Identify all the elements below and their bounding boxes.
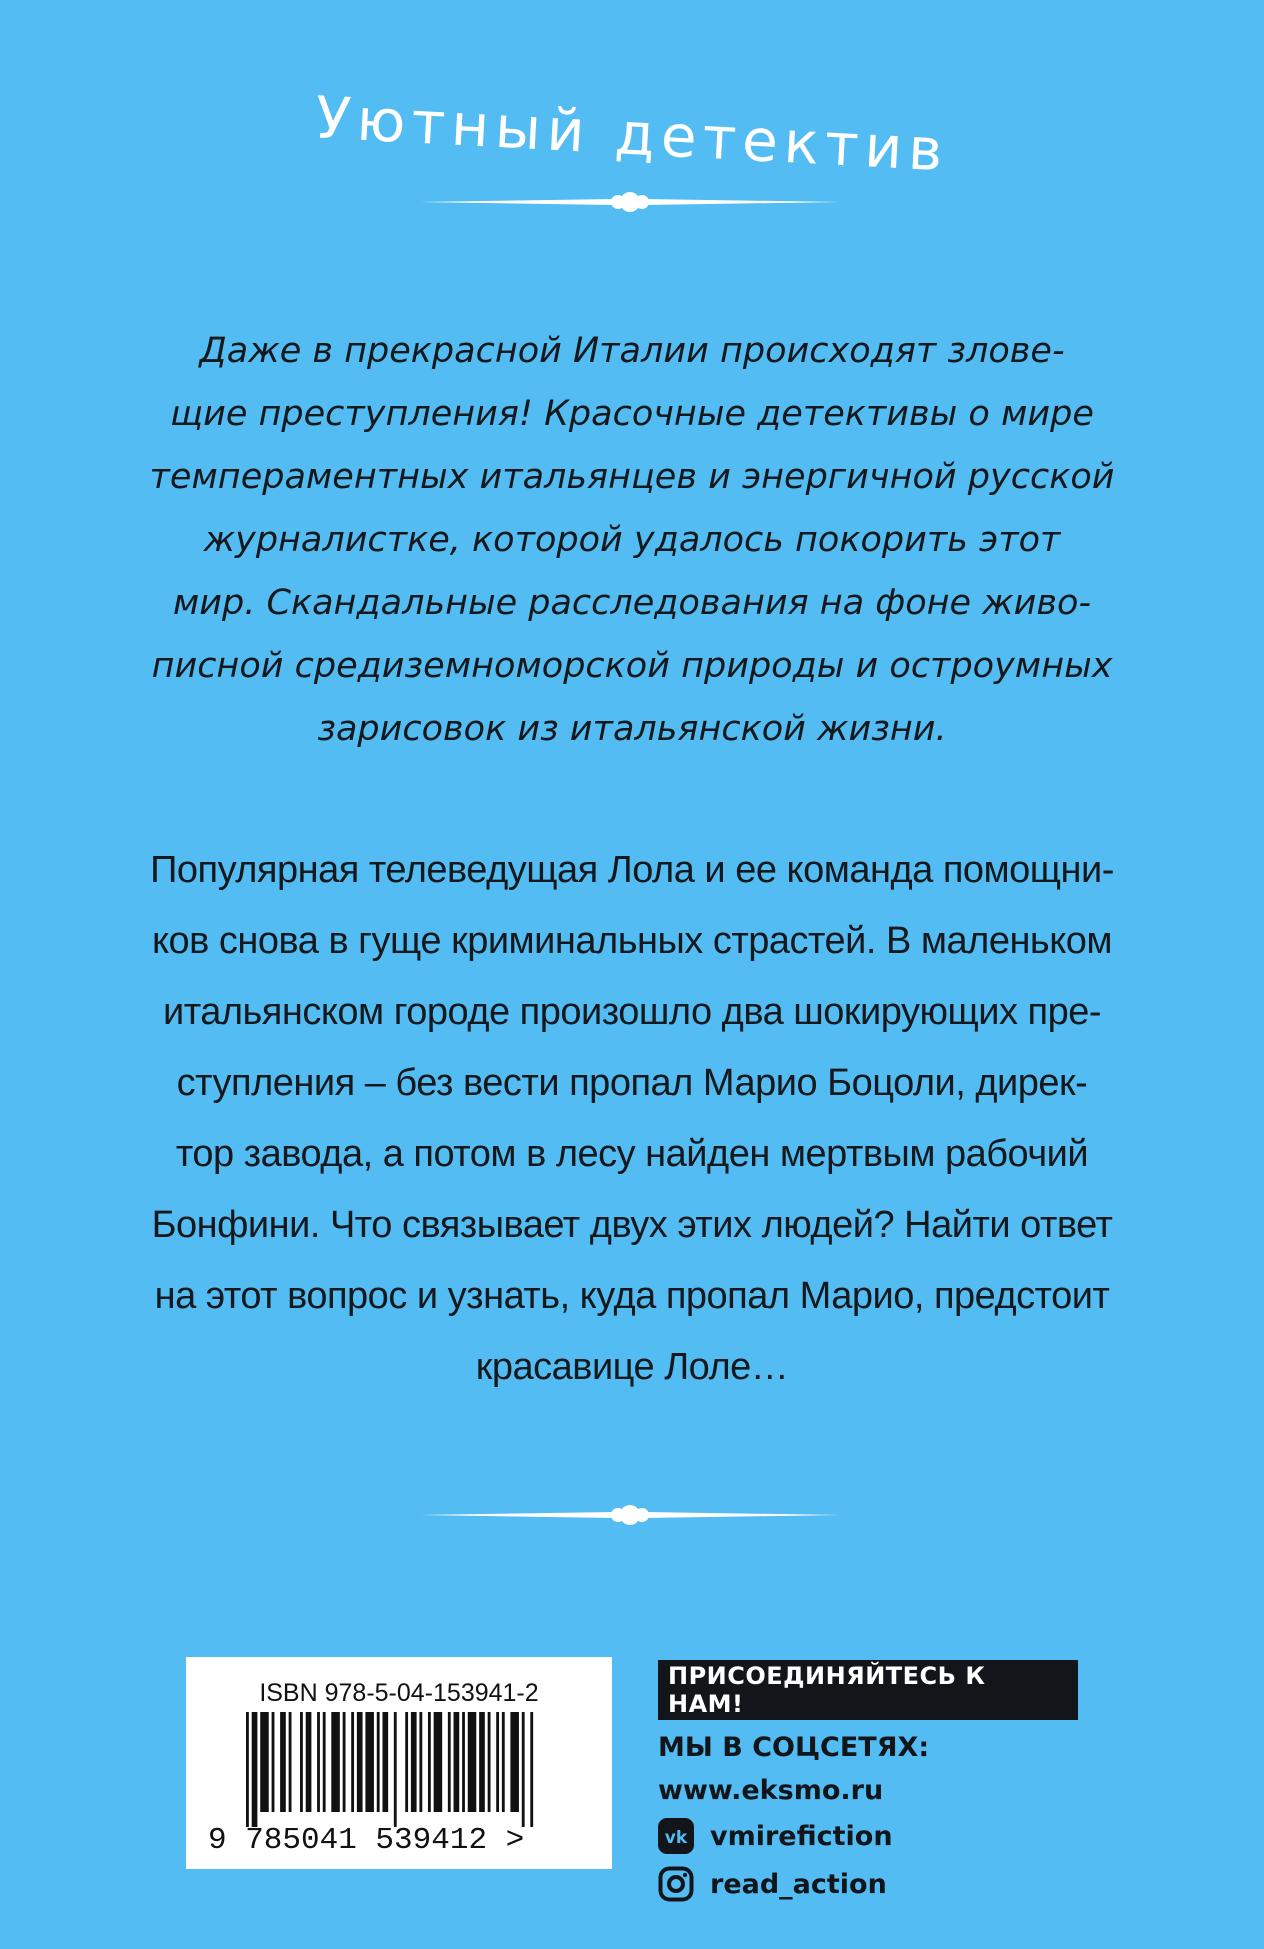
italic-line: мир. Скандальные расследования на фоне живо- — [172, 583, 1092, 623]
barcode-bar — [300, 1712, 303, 1812]
italic-line: зарисовок из итальянской жизни. — [317, 709, 947, 749]
barcode-bar — [280, 1712, 286, 1812]
barcode-bar — [365, 1712, 374, 1812]
plot-line: Популярная телеведущая Лола и ее команда помощни- — [150, 849, 1114, 891]
top-ornament-divider — [420, 190, 840, 214]
italic-line: журналистке, которой удалось покорить этот — [203, 520, 1061, 560]
barcode-bar — [405, 1712, 408, 1812]
barcode-bar — [428, 1712, 431, 1812]
barcode-bar — [377, 1712, 380, 1812]
italic-line: Даже в прекрасной Италии происходят злове- — [199, 331, 1065, 371]
barcode-bar — [496, 1712, 499, 1812]
barcode-bar — [434, 1712, 443, 1812]
italic-line: писной средиземноморской природы и остроумных — [151, 646, 1113, 686]
barcode-bar — [522, 1712, 525, 1827]
website-text[interactable]: www.eksmo.ru — [658, 1775, 884, 1806]
barcode-bar — [260, 1712, 269, 1812]
instagram-icon — [658, 1866, 694, 1902]
barcode-digits: 9 785041 539412 > — [208, 1823, 525, 1858]
barcode-bar — [343, 1712, 346, 1812]
plot-line: итальянском городе произошло два шокирующих пре- — [162, 991, 1102, 1033]
social-heading-text: МЫ В СОЦСЕТЯХ: — [658, 1732, 930, 1763]
barcode-bars — [246, 1712, 536, 1827]
plot-blurb — [140, 835, 1124, 1403]
isbn-number: ISBN 978-5-04-153941-2 — [259, 1679, 539, 1707]
barcode-bar — [462, 1712, 465, 1812]
bottom-ornament-divider — [420, 1503, 840, 1527]
website-link[interactable] — [658, 1775, 1078, 1806]
barcode-bar — [502, 1712, 505, 1812]
barcode-bar — [252, 1712, 258, 1827]
instagram-handle[interactable]: read_action — [710, 1868, 887, 1900]
svg-text:vk: vk — [664, 1828, 688, 1848]
plot-line: красавице Лоле… — [475, 1346, 789, 1388]
barcode-bar — [331, 1712, 340, 1812]
barcode-bar — [488, 1712, 491, 1812]
barcode-bar — [419, 1712, 422, 1812]
barcode-panel — [186, 1657, 612, 1869]
barcode-bar — [306, 1712, 312, 1812]
vk-icon — [658, 1818, 694, 1854]
barcode-bar — [468, 1712, 477, 1812]
barcode-bar — [317, 1712, 320, 1812]
barcode-bar — [530, 1712, 533, 1827]
barcode-bar — [357, 1712, 363, 1812]
instagram-link[interactable] — [658, 1866, 1078, 1902]
plot-line: на этот вопрос и узнать, куда пропал Марио, предстоит — [154, 1275, 1110, 1317]
italic-blurb — [140, 320, 1124, 761]
social-block — [658, 1660, 1078, 1902]
barcode-bar — [323, 1712, 326, 1812]
plot-line: ступления – без вести пропал Марио Боцоли, дирек- — [176, 1062, 1088, 1104]
barcode-bar — [382, 1712, 388, 1812]
series-title: Уютный детектив — [313, 83, 951, 185]
italic-line: темпераментных итальянцев и энергичной русской — [149, 457, 1115, 497]
italic-line: щие преступления! Красочные детективы о мире — [170, 394, 1094, 434]
vk-link[interactable] — [658, 1818, 1078, 1854]
barcode-bar — [454, 1712, 460, 1812]
plot-line: ков снова в гуще криминальных страстей. В маленьком — [151, 920, 1113, 962]
barcode-bar — [289, 1712, 292, 1812]
barcode-bar — [394, 1712, 397, 1827]
plot-line: Бонфини. Что связывает двух этих людей? Найти ответ — [151, 1204, 1113, 1246]
barcode-bar — [510, 1712, 519, 1812]
barcode-bar — [272, 1712, 275, 1812]
barcode-bar — [448, 1712, 451, 1812]
barcode-bar — [411, 1712, 417, 1812]
plot-line: тор завода, а потом в лесу найден мертвым рабочий — [175, 1133, 1089, 1175]
social-heading — [658, 1732, 1078, 1763]
join-us-badge: ПРИСОЕДИНЯЙТЕСЬ К НАМ! — [658, 1660, 1078, 1720]
vk-handle[interactable]: vmirefiction — [710, 1820, 893, 1852]
barcode-bar — [246, 1712, 249, 1827]
barcode-bar — [479, 1712, 485, 1812]
barcode-bar — [351, 1712, 354, 1812]
